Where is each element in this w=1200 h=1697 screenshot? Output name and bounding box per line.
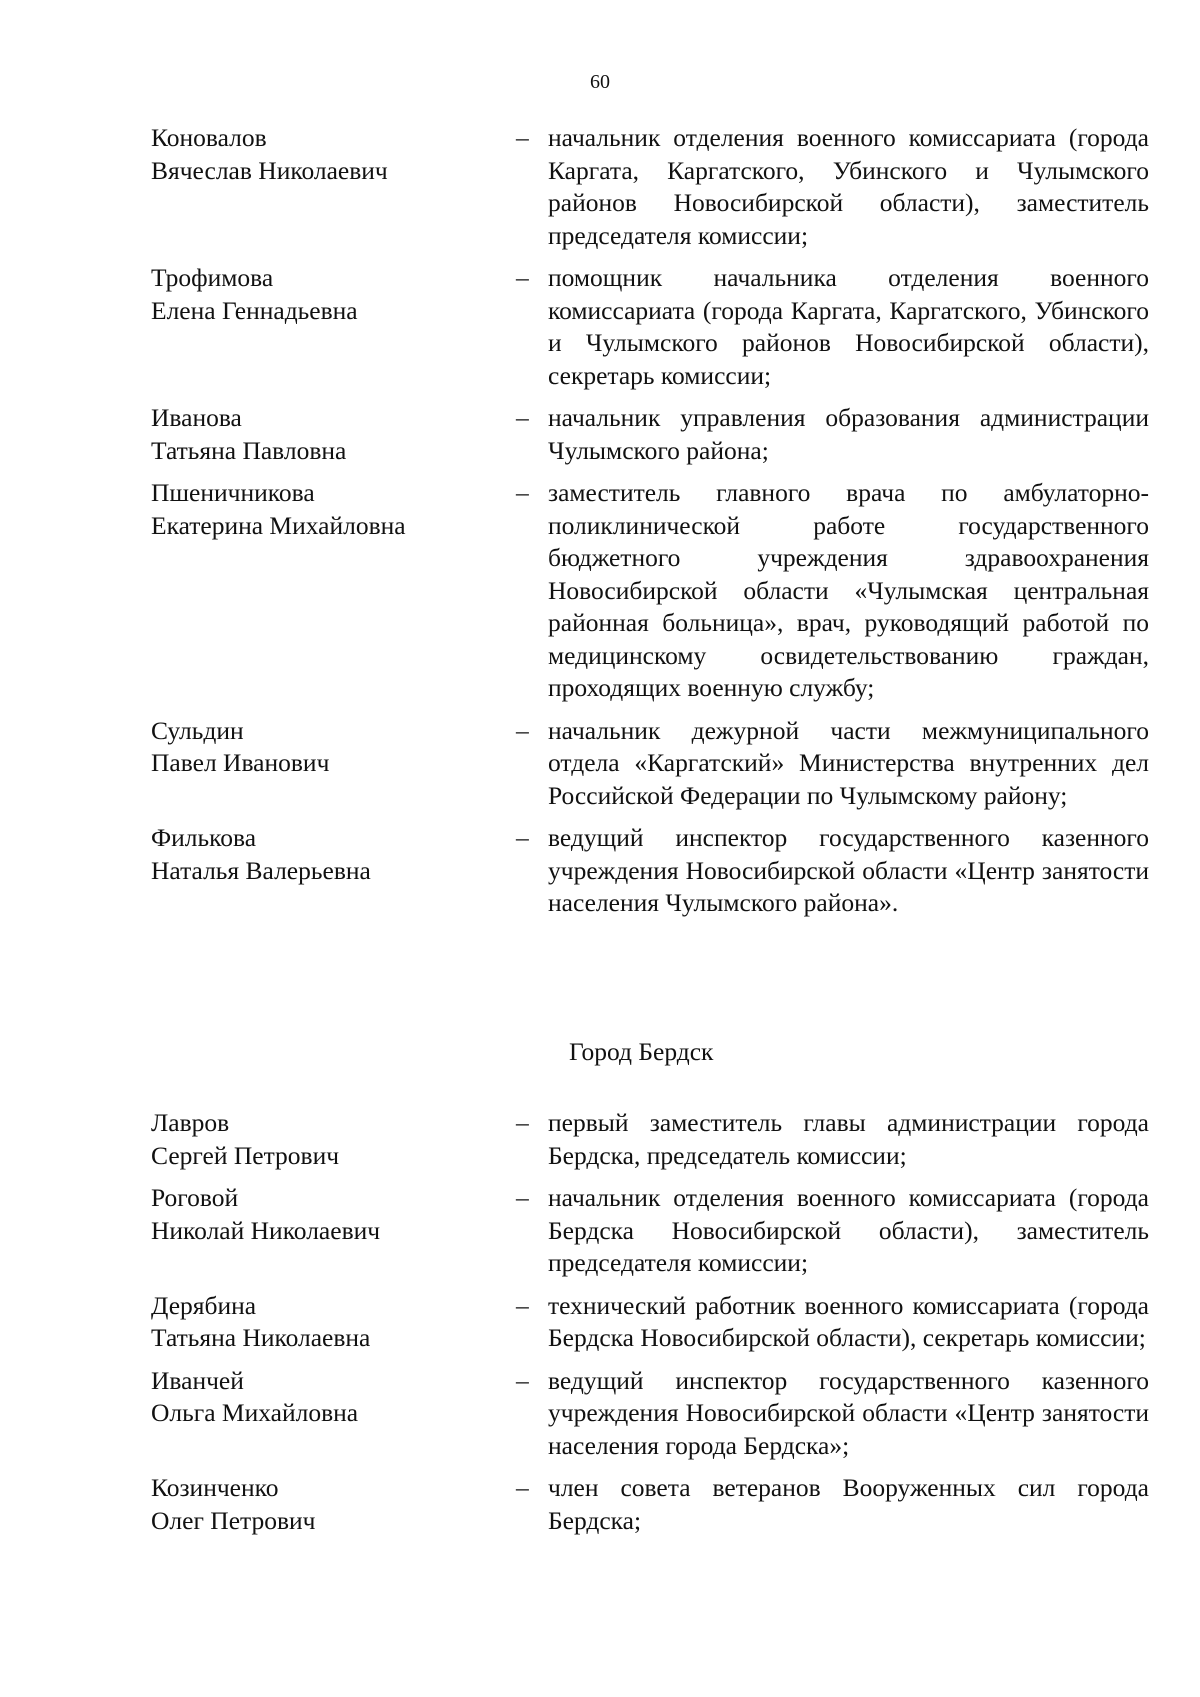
member-name: [151, 1107, 516, 1172]
member-surname: Трофимова: [151, 263, 274, 292]
member-entry: [151, 1472, 1149, 1537]
member-position: начальник дежурной части межмуниципального отдела «Каргатский» Министерства внутренних дел Российской Федерации по Чулымскому району;: [548, 715, 1149, 810]
member-surname: Сульдин: [151, 715, 244, 745]
member-given-names: Екатерина Михайловна: [151, 510, 406, 540]
member-name: [151, 402, 516, 467]
member-surname: Филькова: [151, 823, 257, 852]
member-name: [151, 122, 516, 252]
dash: –: [516, 263, 529, 292]
member-name: [151, 1182, 516, 1280]
member-surname: Пшеничникова: [151, 478, 315, 507]
member-entry: [151, 1182, 1149, 1280]
member-surname: Лавров: [151, 1108, 230, 1137]
member-entry: [151, 715, 1149, 813]
member-name: [151, 822, 516, 920]
member-given-names: Олег Петрович: [151, 1505, 316, 1535]
member-given-names: Вячеслав Николаевич: [151, 155, 388, 185]
member-name: [151, 477, 516, 705]
member-given-names: Павел Иванович: [151, 748, 330, 777]
member-position: начальник управления образования администрации Чулымского района;: [548, 403, 1149, 465]
member-position: ведущий инспектор государственного казенного учреждения Новосибирской области «Центр занятости населения города Бердска»;: [548, 1365, 1149, 1460]
member-given-names: Татьяна Павловна: [151, 435, 347, 465]
dash: –: [516, 123, 529, 152]
member-entry: [151, 822, 1149, 920]
member-given-names: Ольга Михайловна: [151, 1398, 359, 1427]
commission-list-chulym: [151, 122, 1149, 920]
section-heading: Город Бердск: [569, 1037, 714, 1066]
dash: –: [516, 478, 529, 507]
dash: –: [516, 1365, 529, 1395]
member-position: начальник отделения военного комиссариата (города Каргата, Каргатского, Убинского и Чулымского районов Новосибирской области), заместитель председателя комиссии;: [548, 123, 1149, 250]
member-entry: [151, 1107, 1149, 1172]
dash: –: [516, 1473, 529, 1502]
member-position: технический работник военного комиссариата (города Бердска Новосибирской области), секретарь комиссии;: [548, 1290, 1149, 1352]
member-surname: Дерябина: [151, 1290, 257, 1320]
member-given-names: Елена Геннадьевна: [151, 295, 358, 325]
dash: –: [516, 715, 529, 745]
page-number: 60: [590, 71, 610, 93]
member-name: [151, 1365, 516, 1463]
member-position: начальник отделения военного комиссариата (города Бердска Новосибирской области), заместитель председателя комиссии;: [548, 1183, 1149, 1277]
member-position: помощник начальника отделения военного комиссариата (города Каргата, Каргатского, Убинского и Чулымского районов Новосибирской области), секретарь комиссии;: [548, 263, 1149, 390]
dash: –: [516, 1290, 529, 1320]
member-name: [151, 715, 516, 813]
member-position: заместитель главного врача по амбулаторно-поликлинической работе государственного бюджетного учреждения здравоохранения Новосибирской области «Чулымская центральная районная больница», врач, руководящий работой по медицинскому освидетельствованию граждан, проходящих военную службу;: [548, 478, 1149, 702]
member-given-names: Татьяна Николаевна: [151, 1323, 371, 1352]
member-name: [151, 262, 516, 392]
member-given-names: Николай Николаевич: [151, 1215, 381, 1245]
member-surname: Иванова: [151, 403, 242, 432]
dash: –: [516, 823, 529, 852]
member-entry: [151, 1290, 1149, 1355]
member-surname: Козинченко: [151, 1473, 279, 1502]
member-surname: Иванчей: [151, 1365, 244, 1395]
member-given-names: Сергей Петрович: [151, 1140, 340, 1170]
member-entry: [151, 402, 1149, 467]
member-surname: Роговой: [151, 1183, 239, 1212]
member-surname: Коновалов: [151, 123, 267, 152]
member-position: первый заместитель главы администрации города Бердска, председатель комиссии;: [548, 1108, 1149, 1170]
member-entry: [151, 262, 1149, 392]
member-entry: [151, 122, 1149, 252]
member-entry: [151, 477, 1149, 705]
dash: –: [516, 1183, 529, 1212]
member-entry: [151, 1365, 1149, 1463]
member-position: ведущий инспектор государственного казенного учреждения Новосибирской области «Центр занятости населения Чулымского района».: [548, 823, 1149, 917]
member-name: [151, 1472, 516, 1537]
dash: –: [516, 1108, 529, 1137]
dash: –: [516, 403, 529, 432]
member-given-names: Наталья Валерьевна: [151, 855, 371, 885]
commission-list-berdsk: [151, 1107, 1149, 1537]
member-position: член совета ветеранов Вооруженных сил города Бердска;: [548, 1473, 1149, 1535]
member-name: [151, 1290, 516, 1355]
